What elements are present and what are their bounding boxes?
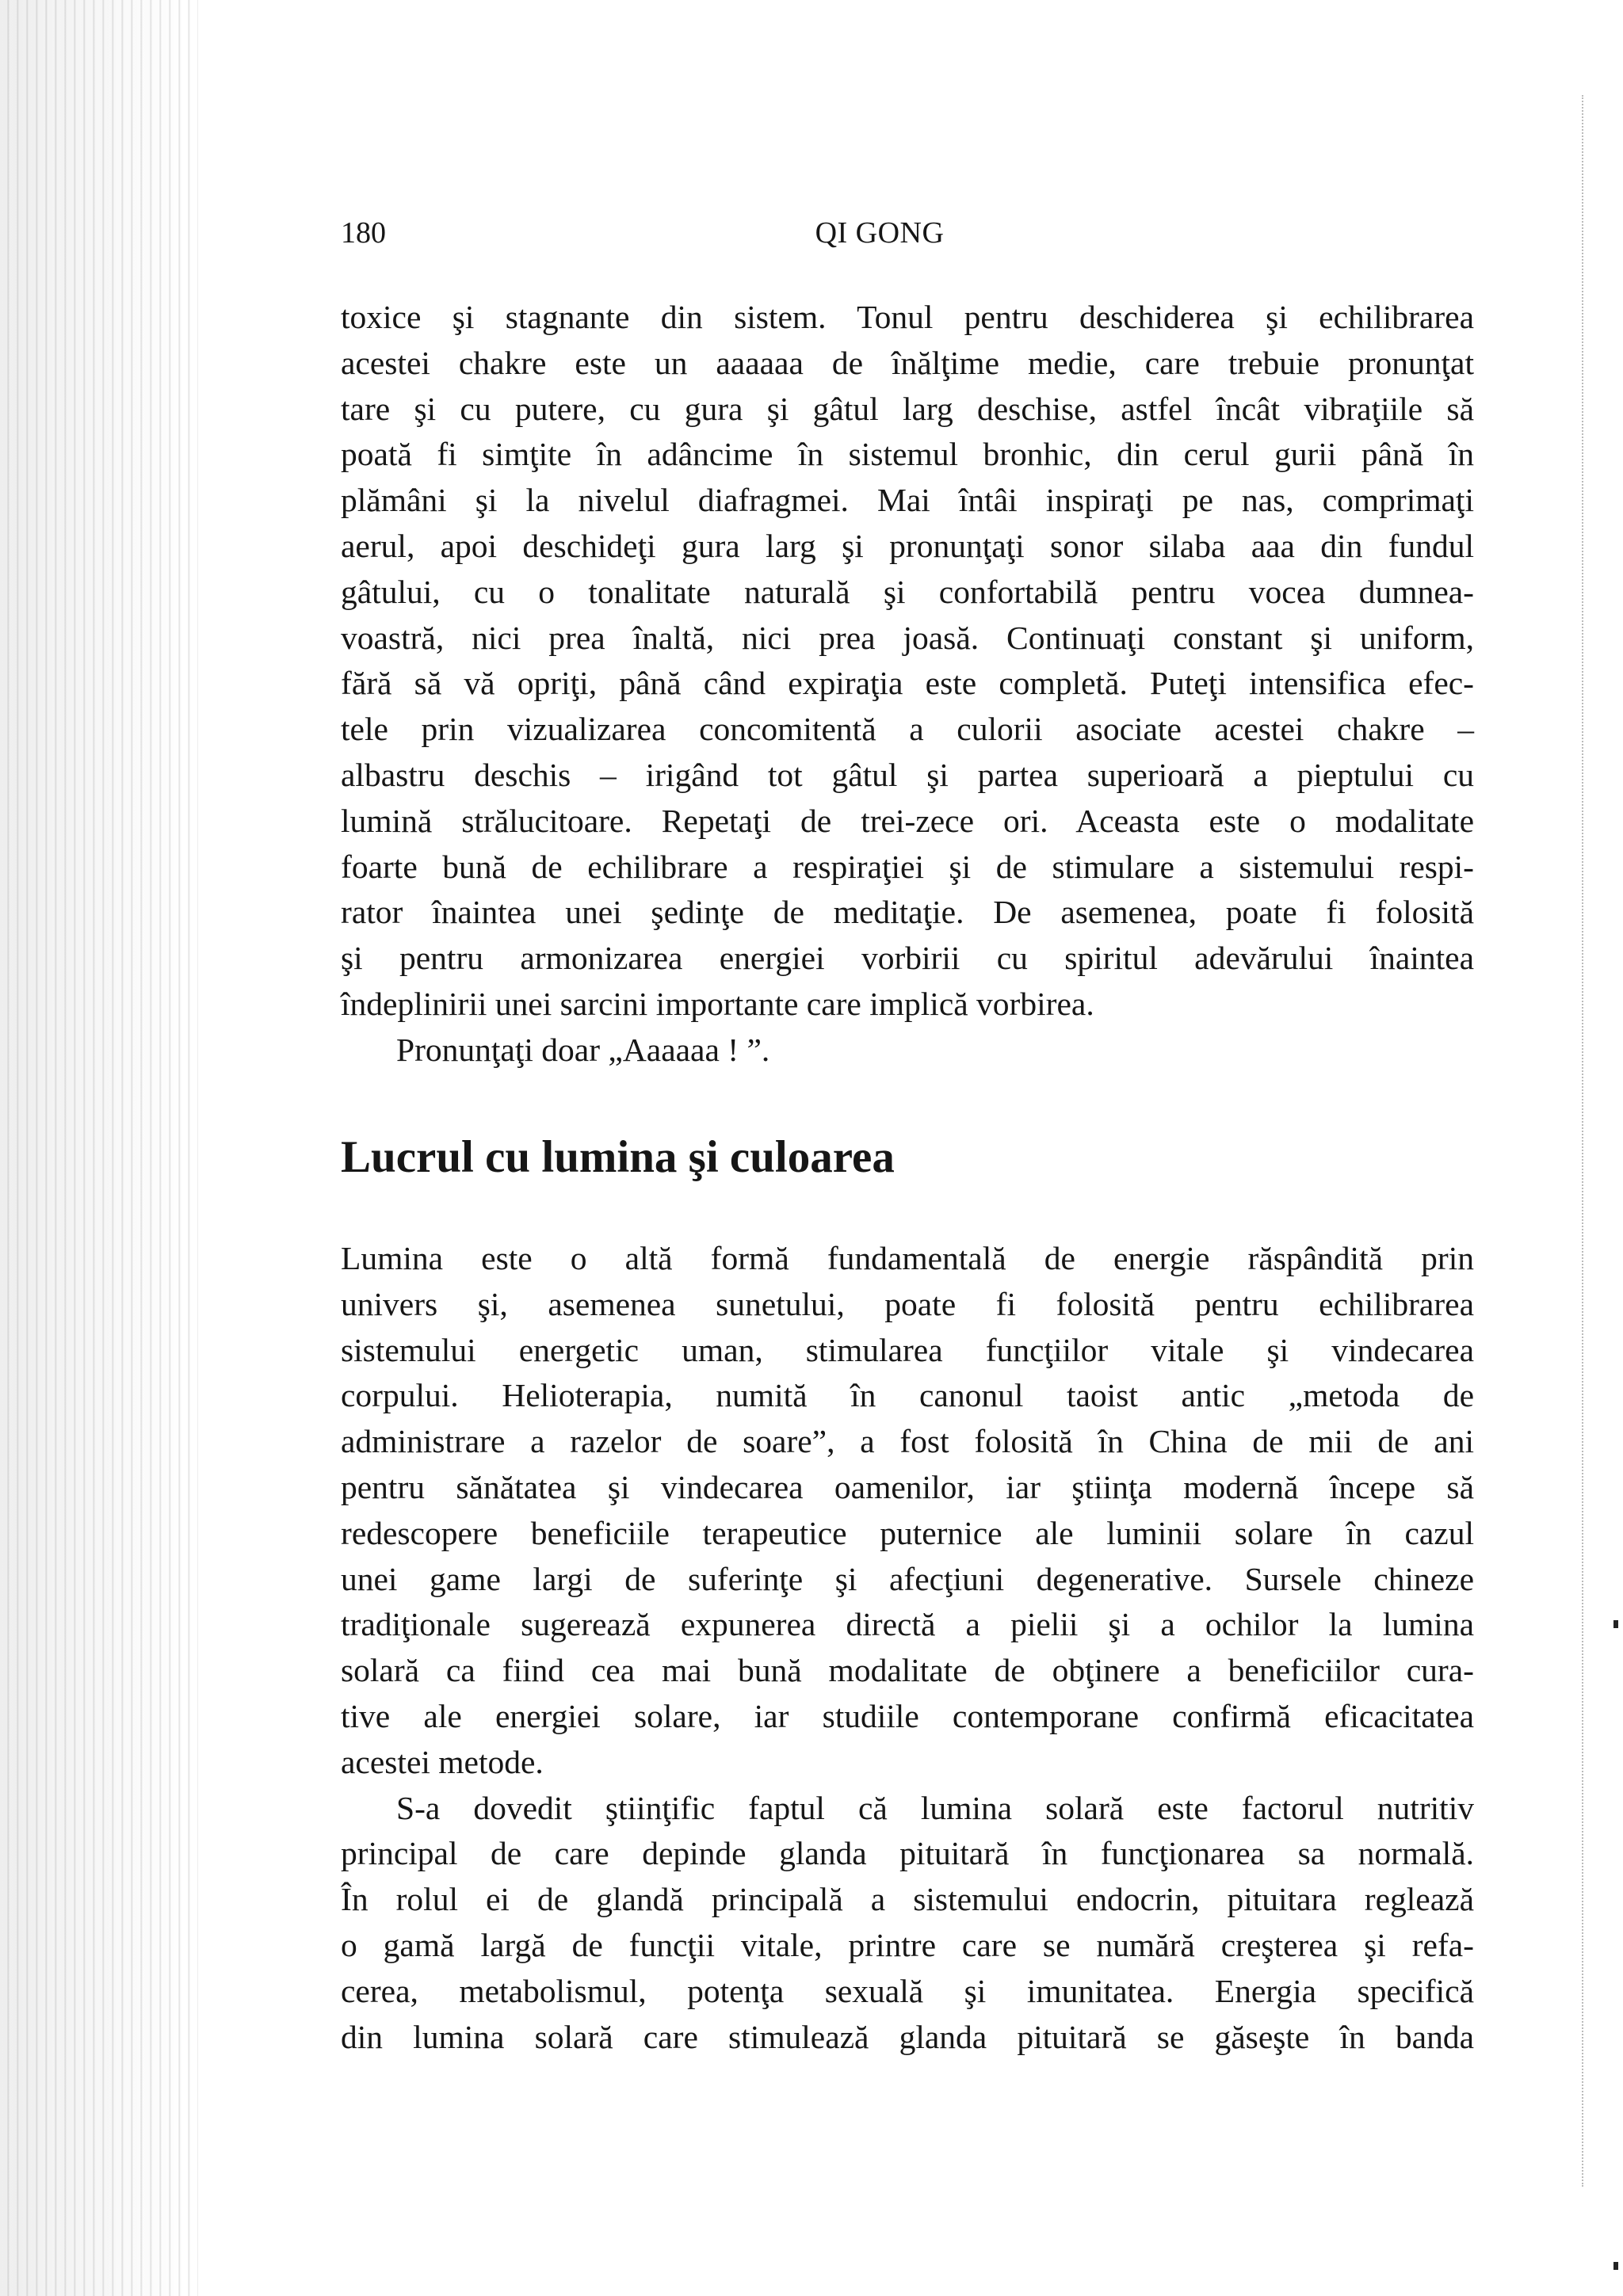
text-line: acestei metode. xyxy=(341,1743,544,1780)
text-line: îndeplinirii unei sarcini importante care implică vorbirea. xyxy=(341,985,1094,1022)
text-line: principal de care depinde glanda pituitară în funcţionarea sa normală. xyxy=(341,1835,1474,1872)
text-line: corpului. Helioterapia, numită în canonul taoist antic „metoda de xyxy=(341,1377,1474,1414)
text-line: lumină strălucitoare. Repetaţi de trei-zece ori. Aceasta este o modalitate xyxy=(341,802,1474,839)
text-block-light-and-color xyxy=(341,1236,1474,2060)
scan-edge-right xyxy=(1582,95,1623,2187)
text-line: pentru sănătatea şi vindecarea oamenilor, iar ştiinţa modernă începe să xyxy=(341,1468,1474,1505)
scan-shadow-left xyxy=(0,0,198,2296)
text-line: voastră, nici prea înaltă, nici prea joasă. Continuaţi constant şi uniform, xyxy=(341,619,1474,656)
text-line: acestei chakre este un aaaaaa de înălţime medie, care trebuie pronunţat xyxy=(341,344,1474,381)
text-line: În rolul ei de glandă principală a sistemului endocrin, pituitara reglează xyxy=(341,1881,1474,1918)
text-line: tele prin vizualizarea concomitentă a culorii asociate acestei chakre – xyxy=(341,711,1474,748)
closing-line: Pronunţaţi doar „Aaaaaa ! ”. xyxy=(396,1031,770,1068)
book-title: QI GONG xyxy=(815,216,945,250)
text-line: univers şi, asemenea sunetului, poate fi folosită pentru echilibrarea xyxy=(341,1285,1474,1322)
text-line: albastru deschis – irigând tot gâtul şi partea superioară a pieptului cu xyxy=(341,756,1474,793)
running-head xyxy=(341,215,1419,255)
text-line: unei game largi de suferinţe şi afecţiuni degenerative. Sursele chineze xyxy=(341,1560,1474,1597)
text-line: aerul, apoi deschideţi gura larg şi pronunţaţi sonor silaba aaa din fundul xyxy=(341,527,1474,564)
text-line: administrare a razelor de soare”, a fost folosită în China de mii de ani xyxy=(341,1423,1474,1460)
text-line: Lumina este o altă formă fundamentală de energie răspândită prin xyxy=(341,1240,1474,1276)
scan-speck xyxy=(1613,2262,1618,2270)
text-line: solară ca fiind cea mai bună modalitate de obţinere a beneficiilor cura- xyxy=(341,1652,1474,1689)
scan-speck xyxy=(1613,1620,1618,1628)
text-line: rator înaintea unei şedinţe de meditaţie. De asemenea, poate fi folosită xyxy=(341,894,1474,931)
text-block-throat-chakra xyxy=(341,295,1474,1074)
text-line: o gamă largă de funcţii vitale, printre care se numără creşterea şi refa- xyxy=(341,1926,1474,1963)
text-line: plămâni şi la nivelul diafragmei. Mai întâi inspiraţi pe nas, comprimaţi xyxy=(341,482,1474,519)
text-line: fără să vă opriţi, până când expiraţia este completă. Puteţi intensifica efec- xyxy=(341,665,1474,702)
text-line: tive ale energiei solare, iar studiile contemporane confirmă eficacitatea xyxy=(341,1697,1474,1734)
text-line: tradiţionale sugerează expunerea directă a pielii şi a ochilor la lumina xyxy=(341,1606,1474,1643)
text-line: poată fi simţite în adâncime în sistemul bronhic, din cerul gurii până în xyxy=(341,436,1474,473)
text-line: sistemului energetic uman, stimularea funcţiilor vitale şi vindecarea xyxy=(341,1331,1474,1368)
text-line: cerea, metabolismul, potenţa sexuală şi imunitatea. Energia specifică xyxy=(341,1972,1474,2009)
text-line: redescopere beneficiile terapeutice puternice ale luminii solare în cazul xyxy=(341,1514,1474,1551)
text-line: şi pentru armonizarea energiei vorbirii cu spiritul adevărului înaintea xyxy=(341,940,1474,977)
text-line: foarte bună de echilibrare a respiraţiei şi de stimulare a sistemului respi- xyxy=(341,848,1474,885)
section-heading: Lucrul cu lumina şi culoarea xyxy=(341,1132,895,1182)
page-number: 180 xyxy=(341,216,386,250)
text-line: toxice şi stagnante din sistem. Tonul pentru deschiderea şi echilibrarea xyxy=(341,299,1474,335)
text-line: tare şi cu putere, cu gura şi gâtul larg deschise, astfel încât vibraţiile să xyxy=(341,390,1474,427)
text-line: din lumina solară care stimulează glanda pituitară se găseşte în banda xyxy=(341,2018,1474,2055)
text-line: gâtului, cu o tonalitate naturală şi confortabilă pentru vocea dumnea- xyxy=(341,573,1474,610)
text-line: S-a dovedit ştiinţific faptul că lumina solară este factorul nutritiv xyxy=(396,1789,1474,1826)
